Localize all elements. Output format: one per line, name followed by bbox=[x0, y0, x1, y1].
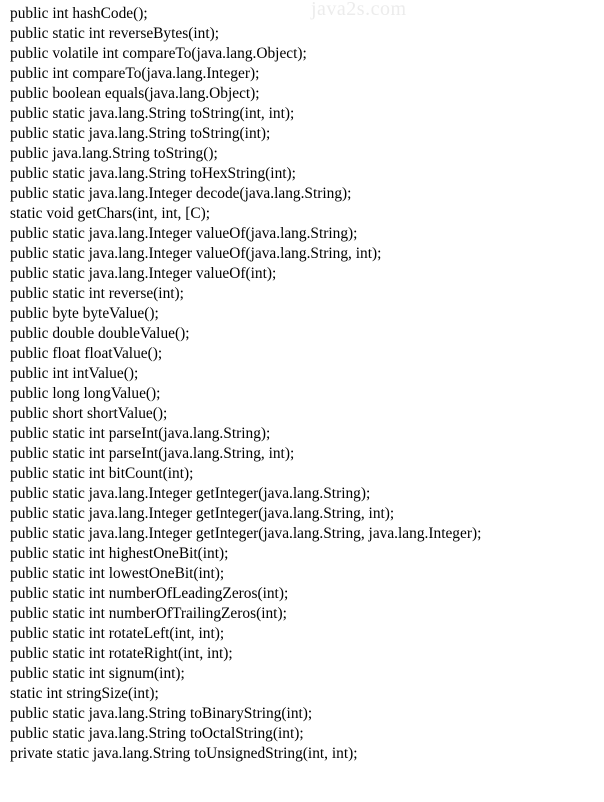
method-line: private static java.lang.String toUnsignedString(int, int); bbox=[10, 745, 358, 762]
method-line: public static java.lang.String toString(int, int); bbox=[10, 105, 295, 122]
method-line: public static java.lang.Integer valueOf(java.lang.String); bbox=[10, 225, 358, 242]
method-line: public static int rotateRight(int, int); bbox=[10, 645, 233, 662]
method-line: public static int reverse(int); bbox=[10, 285, 184, 302]
method-line: public static java.lang.Integer valueOf(int); bbox=[10, 265, 277, 282]
method-line: public int hashCode(); bbox=[10, 5, 148, 22]
method-line: public static java.lang.String toHexString(int); bbox=[10, 165, 296, 182]
method-line: public static int numberOfTrailingZeros(int); bbox=[10, 605, 287, 622]
method-signature-list bbox=[10, 4, 481, 764]
method-line: public float floatValue(); bbox=[10, 345, 163, 362]
method-line: public byte byteValue(); bbox=[10, 305, 159, 322]
method-line: public volatile int compareTo(java.lang.Object); bbox=[10, 45, 307, 62]
method-line: public static int reverseBytes(int); bbox=[10, 25, 219, 42]
method-line: public static int parseInt(java.lang.String, int); bbox=[10, 445, 295, 462]
method-line: public double doubleValue(); bbox=[10, 325, 190, 342]
method-line: public static java.lang.Integer valueOf(java.lang.String, int); bbox=[10, 245, 382, 262]
method-line: public static int rotateLeft(int, int); bbox=[10, 625, 225, 642]
method-line: public java.lang.String toString(); bbox=[10, 145, 218, 162]
method-line: public static int bitCount(int); bbox=[10, 465, 194, 482]
watermark: java2s.com bbox=[311, 0, 407, 20]
method-line: static int stringSize(int); bbox=[10, 685, 159, 702]
method-line: public static int parseInt(java.lang.String); bbox=[10, 425, 271, 442]
method-line: public static java.lang.Integer decode(java.lang.String); bbox=[10, 185, 352, 202]
method-line: public short shortValue(); bbox=[10, 405, 168, 422]
method-line: public static int numberOfLeadingZeros(int); bbox=[10, 585, 289, 602]
method-line: public static java.lang.String toString(int); bbox=[10, 125, 271, 142]
method-line: public static java.lang.Integer getInteger(java.lang.String, java.lang.Integer); bbox=[10, 525, 482, 542]
method-line: public static int signum(int); bbox=[10, 665, 185, 682]
method-line: public static java.lang.Integer getInteger(java.lang.String, int); bbox=[10, 505, 395, 522]
method-line: public static java.lang.Integer getInteger(java.lang.String); bbox=[10, 485, 371, 502]
method-line: public int compareTo(java.lang.Integer); bbox=[10, 65, 260, 82]
method-line: public static java.lang.String toBinaryString(int); bbox=[10, 705, 313, 722]
method-line: public boolean equals(java.lang.Object); bbox=[10, 85, 260, 102]
method-line: public static int lowestOneBit(int); bbox=[10, 565, 225, 582]
method-line: public int intValue(); bbox=[10, 365, 139, 382]
method-line: public long longValue(); bbox=[10, 385, 161, 402]
method-line: public static int highestOneBit(int); bbox=[10, 545, 229, 562]
method-line: static void getChars(int, int, [C); bbox=[10, 205, 211, 222]
method-line: public static java.lang.String toOctalString(int); bbox=[10, 725, 304, 742]
